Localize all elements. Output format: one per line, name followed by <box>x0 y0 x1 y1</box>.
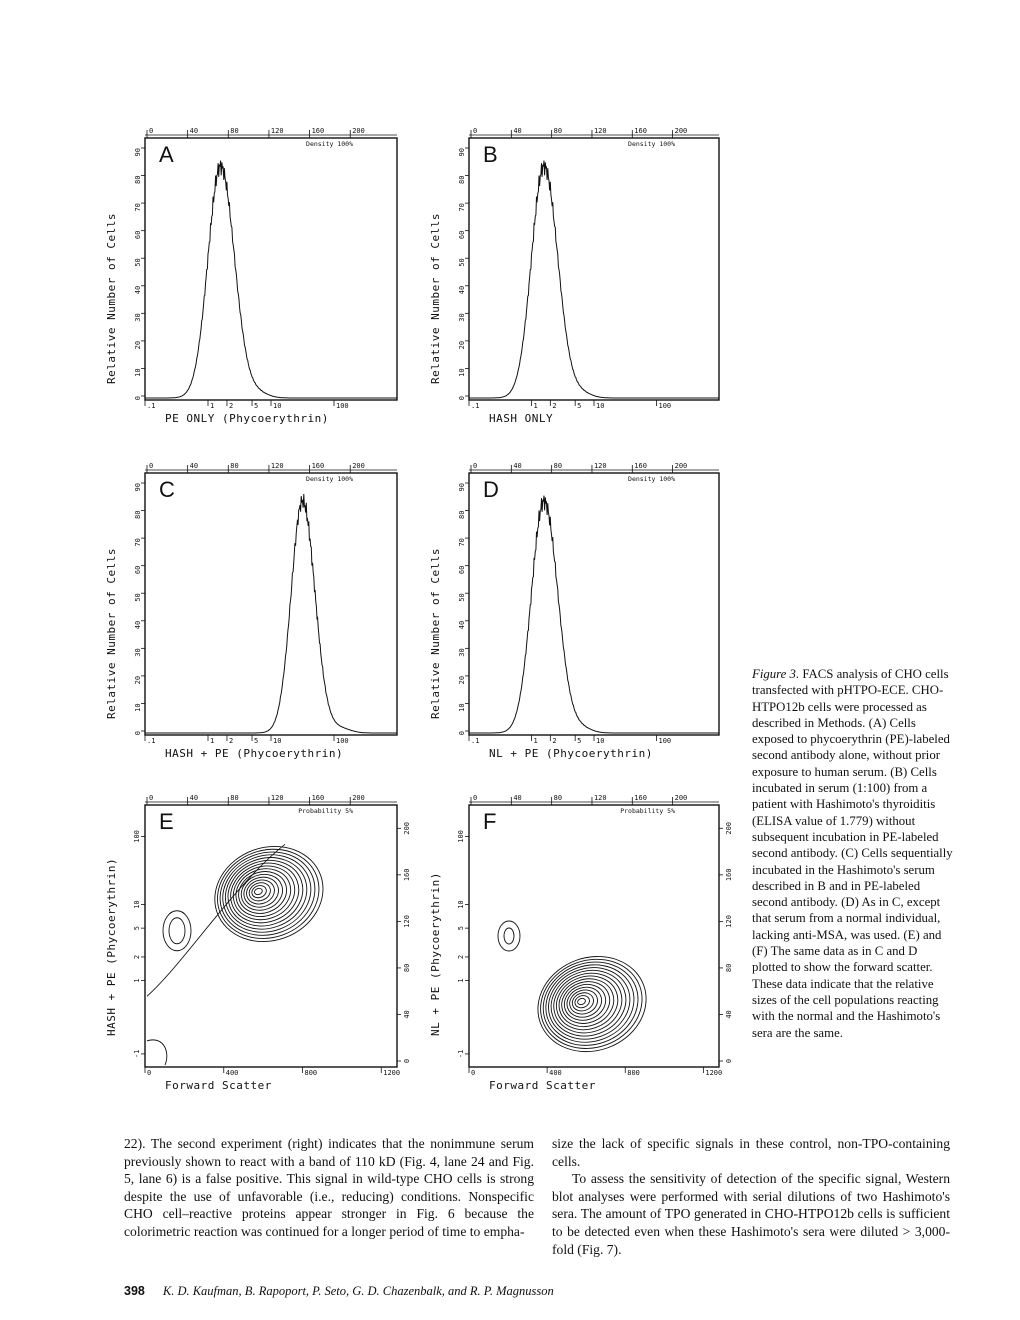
panel-plot <box>105 124 417 426</box>
page-number: 398 <box>124 1284 145 1298</box>
y-tick-label: 30 <box>458 313 466 322</box>
panel-plot <box>105 791 417 1093</box>
probability-note: Probability 5% <box>620 807 675 815</box>
contour-group <box>498 921 660 1067</box>
figure-caption <box>752 666 956 1041</box>
y-tick-label: 20 <box>134 340 142 350</box>
y-tick-label: 90 <box>134 483 142 492</box>
right-tick-label: 200 <box>403 821 411 835</box>
y-tick-label: 50 <box>134 593 142 602</box>
y-tick-label: 50 <box>458 258 466 267</box>
top-tick-label: 120 <box>270 462 284 470</box>
x-tick-label: 2 <box>552 402 557 410</box>
plot-frame <box>145 473 397 735</box>
y-tick-label: 0 <box>458 396 466 401</box>
y-axis-label: Relative Number of Cells <box>105 213 118 384</box>
right-tick-label: 120 <box>403 915 411 928</box>
panel-plot <box>429 459 739 761</box>
top-tick-label: 80 <box>553 462 563 470</box>
top-tick-label: 120 <box>593 794 607 802</box>
left-tick-label: -1 <box>133 1049 141 1059</box>
top-tick-label: 80 <box>553 794 563 802</box>
panel-plot <box>429 124 739 426</box>
top-tick-label: 80 <box>230 794 239 802</box>
contour-line <box>201 832 336 957</box>
left-tick-label: -1 <box>457 1049 465 1059</box>
histogram-curve <box>469 496 719 733</box>
top-tick-label: 160 <box>634 127 647 135</box>
top-tick-label: 160 <box>311 462 325 470</box>
x-tick-label: 0 <box>471 1069 476 1077</box>
top-tick-label: 120 <box>270 127 284 135</box>
y-tick-label: 0 <box>134 396 142 401</box>
y-tick-label: 10 <box>458 703 466 712</box>
y-tick-label: 20 <box>134 675 142 685</box>
x-tick-label: 5 <box>577 402 582 410</box>
top-tick-label: 160 <box>311 127 325 135</box>
figure-panel-c <box>105 459 417 761</box>
y-tick-label: 70 <box>134 538 142 547</box>
x-tick-label: 1 <box>210 402 215 410</box>
y-tick-label: 70 <box>458 203 466 212</box>
contour-line <box>147 844 285 996</box>
x-tick-label: 1200 <box>383 1069 401 1077</box>
y-tick-label: 0 <box>134 731 142 736</box>
y-tick-label: 70 <box>134 203 142 212</box>
top-tick-label: 80 <box>230 462 239 470</box>
right-tick-label: 120 <box>725 915 733 928</box>
top-tick-label: 200 <box>674 794 688 802</box>
y-tick-label: 90 <box>134 148 142 157</box>
contour-line <box>163 911 191 951</box>
x-tick-label: 2 <box>228 737 234 745</box>
top-tick-label: 80 <box>230 127 239 135</box>
contour-line <box>498 921 520 951</box>
x-tick-label: 400 <box>225 1069 239 1077</box>
figure-panel-f <box>429 791 739 1093</box>
right-tick-label: 40 <box>725 1010 733 1019</box>
x-tick-label: 1200 <box>705 1069 723 1077</box>
x-tick-label: 100 <box>658 402 672 410</box>
top-tick-label: 0 <box>149 794 154 802</box>
top-tick-label: 120 <box>593 462 607 470</box>
right-tick-label: 80 <box>403 963 411 973</box>
x-tick-label: 100 <box>336 402 349 410</box>
plot-frame <box>469 805 719 1067</box>
probability-note: Probability 5% <box>298 807 353 815</box>
footer-authors: K. D. Kaufman, B. Rapoport, P. Seto, G. D. Chazenbalk, and R. P. Magnusson <box>162 1284 554 1298</box>
x-tick-label: .1 <box>147 737 156 745</box>
top-tick-label: 200 <box>352 794 365 802</box>
top-tick-label: 120 <box>270 794 284 802</box>
top-tick-label: 40 <box>189 127 199 135</box>
plot-frame <box>469 138 719 400</box>
contour-line <box>254 887 264 895</box>
panel-letter: E <box>159 809 174 834</box>
histogram-curve <box>145 161 397 398</box>
top-tick-label: 120 <box>593 127 607 135</box>
left-tick-label: 100 <box>133 830 141 843</box>
panel-letter: C <box>159 477 175 502</box>
y-axis-label: Relative Number of Cells <box>429 548 442 719</box>
y-tick-label: 90 <box>458 483 466 492</box>
top-tick-label: 200 <box>352 127 365 135</box>
x-axis-label: NL + PE (Phycoerythrin) <box>489 747 653 760</box>
left-tick-label: 2 <box>457 954 465 960</box>
panel-letter: B <box>483 142 498 167</box>
x-tick-label: 10 <box>273 402 282 410</box>
panel-letter: D <box>483 477 499 502</box>
x-axis-label: HASH ONLY <box>489 412 554 425</box>
x-tick-label: 2 <box>228 402 234 410</box>
y-tick-label: 30 <box>134 648 142 657</box>
x-tick-label: 1 <box>533 737 538 745</box>
x-tick-label: 1 <box>533 402 538 410</box>
x-tick-label: 400 <box>549 1069 562 1077</box>
body-column-left <box>124 1135 534 1241</box>
x-axis-label: PE ONLY (Phycoerythrin) <box>165 412 329 425</box>
plot-frame <box>145 138 397 400</box>
caption-text: FACS analysis of CHO cells transfected with pHTPO-ECE. CHO-HTPO12b cells were processed as described in Methods. (A) Cells exposed to phycoerythrin (PE)-labeled second antibody alone, without prior exposure to human serum. (B) Cells incubated in serum (1:100) from a patient with Hashimoto's thyroiditis (ELISA value of 1.779) without subsequent incubation in PE-labeled second antibody. (C) Cells sequentially incubated in the Hashimoto's serum described in B and in PE-labeled second antibody. (D) As in C, except that serum from a normal individual, lacking anti-MSA, was used. (E) and (F) The same data as in C and D plotted to show the forward scatter. These data indicate that the relative sizes of the cell populations reacting with the normal and the Hashimoto's sera are the same. <box>752 667 953 1040</box>
x-tick-label: 10 <box>273 737 282 745</box>
x-tick-label: 10 <box>596 402 605 410</box>
y-tick-label: 80 <box>458 510 466 519</box>
left-tick-label: 10 <box>133 900 141 909</box>
y-tick-label: 60 <box>458 230 466 240</box>
top-tick-label: 40 <box>513 462 522 470</box>
y-tick-label: 20 <box>458 340 466 350</box>
plot-frame <box>469 473 719 735</box>
x-tick-label: 10 <box>596 737 605 745</box>
caption-lead: Figure 3. <box>752 667 800 681</box>
right-tick-label: 160 <box>403 868 411 882</box>
left-tick-label: 5 <box>457 926 465 931</box>
density-note: Density 100% <box>628 475 675 483</box>
density-note: Density 100% <box>628 140 675 148</box>
contour-group <box>147 832 336 1065</box>
y-tick-label: 40 <box>458 620 466 630</box>
body-paragraph: 22). The second experiment (right) indicates that the nonimmune serum previously shown to react with a band of 110 kD (Fig. 4, lane 24 and Fig. 5, lane 6) is a false positive. This signal in wild-type CHO cells is strong despite the use of unfavorable (i.e., reducing) conditions. Nonspecific CHO cell–reactive proteins appear stronger in Fig. 6 because the colorimetric reaction was continued for a longer period of time to empha- <box>124 1136 534 1239</box>
body-paragraph: To assess the sensitivity of detection of the specific signal, Western blot analyses were performed with serial dilutions of two Hashimoto's sera. The amount of TPO generated in CHO-HTPO12b cells is sufficient to be detected even when these Hashimoto's sera were diluted > 3,000-fold (Fig. 7). <box>552 1171 950 1257</box>
x-tick-label: 800 <box>304 1069 318 1077</box>
figure-panel-e <box>105 791 417 1093</box>
top-tick-label: 40 <box>513 794 522 802</box>
y-axis-label: Relative Number of Cells <box>429 213 442 384</box>
body-paragraph: size the lack of specific signals in these control, non-TPO-containing cells. <box>552 1136 950 1169</box>
left-tick-label: 1 <box>133 978 141 983</box>
left-tick-label: 100 <box>457 830 465 843</box>
top-tick-label: 160 <box>311 794 325 802</box>
x-tick-label: .1 <box>471 737 480 745</box>
right-tick-label: 160 <box>725 868 733 882</box>
y-tick-label: 40 <box>134 285 142 295</box>
top-tick-label: 0 <box>473 794 478 802</box>
top-tick-label: 80 <box>553 127 563 135</box>
panel-letter: F <box>483 809 497 834</box>
top-tick-label: 200 <box>352 462 365 470</box>
panel-plot <box>429 791 739 1093</box>
x-tick-label: 2 <box>552 737 557 745</box>
figure-panel-a <box>105 124 417 426</box>
contour-line <box>577 997 587 1005</box>
x-tick-label: 100 <box>336 737 349 745</box>
top-tick-label: 0 <box>473 462 478 470</box>
right-tick-label: 80 <box>725 963 733 973</box>
y-axis-label: Relative Number of Cells <box>105 548 118 719</box>
right-tick-label: 200 <box>725 821 733 835</box>
left-tick-label: 2 <box>133 954 141 960</box>
y-tick-label: 50 <box>458 593 466 602</box>
x-axis-label: Forward Scatter <box>165 1079 272 1092</box>
top-tick-label: 0 <box>473 127 478 135</box>
y-tick-label: 70 <box>458 538 466 547</box>
top-tick-label: 160 <box>634 794 647 802</box>
x-axis-label: Forward Scatter <box>489 1079 596 1092</box>
top-tick-label: 40 <box>189 462 199 470</box>
x-tick-label: 5 <box>254 402 259 410</box>
y-tick-label: 90 <box>458 148 466 157</box>
page-footer <box>124 1284 554 1299</box>
left-tick-label: 5 <box>133 926 141 931</box>
y-tick-label: 30 <box>134 313 142 322</box>
top-tick-label: 200 <box>674 462 688 470</box>
y-tick-label: 0 <box>458 731 466 736</box>
density-note: Density 100% <box>306 475 353 483</box>
x-tick-label: 100 <box>658 737 672 745</box>
panel-letter: A <box>159 142 174 167</box>
panel-plot <box>105 459 417 761</box>
top-tick-label: 40 <box>189 794 199 802</box>
y-tick-label: 40 <box>134 620 142 630</box>
x-axis-label: HASH + PE (Phycoerythrin) <box>165 747 344 760</box>
right-tick-label: 40 <box>403 1010 411 1019</box>
y-tick-label: 80 <box>134 510 142 519</box>
contour-line <box>524 942 659 1067</box>
contour-line <box>169 918 185 944</box>
figure-panel-b <box>429 124 739 426</box>
contour-line <box>147 1040 167 1065</box>
plot-frame <box>145 805 397 1067</box>
y-tick-label: 10 <box>458 368 466 377</box>
figure-panel-d <box>429 459 739 761</box>
x-tick-label: 800 <box>627 1069 640 1077</box>
right-tick-label: 0 <box>403 1058 411 1064</box>
y-tick-label: 80 <box>458 175 466 184</box>
contour-line <box>229 861 297 924</box>
left-tick-label: 1 <box>457 978 465 983</box>
contour-line <box>552 971 620 1034</box>
top-tick-label: 40 <box>513 127 522 135</box>
y-tick-label: 20 <box>458 675 466 685</box>
x-tick-label: 5 <box>577 737 582 745</box>
y-axis-label: NL + PE (Phycoerythrin) <box>429 872 442 1036</box>
top-tick-label: 160 <box>634 462 647 470</box>
y-tick-label: 60 <box>134 230 142 240</box>
y-tick-label: 10 <box>134 703 142 712</box>
y-tick-label: 10 <box>134 368 142 377</box>
x-tick-label: 1 <box>210 737 215 745</box>
x-tick-label: 0 <box>147 1069 152 1077</box>
y-tick-label: 60 <box>134 565 142 575</box>
histogram-curve <box>145 494 397 733</box>
right-tick-label: 0 <box>725 1058 733 1064</box>
x-tick-label: .1 <box>471 402 480 410</box>
top-tick-label: 200 <box>674 127 688 135</box>
body-column-right <box>552 1135 950 1258</box>
y-tick-label: 60 <box>458 565 466 575</box>
left-tick-label: 10 <box>457 900 465 909</box>
contour-line <box>504 928 514 944</box>
x-tick-label: .1 <box>147 402 156 410</box>
density-note: Density 100% <box>306 140 353 148</box>
top-tick-label: 0 <box>149 127 154 135</box>
y-tick-label: 50 <box>134 258 142 267</box>
histogram-curve <box>469 161 719 398</box>
y-tick-label: 40 <box>458 285 466 295</box>
top-tick-label: 0 <box>149 462 154 470</box>
y-axis-label: HASH + PE (Phycoerythrin) <box>105 857 118 1036</box>
y-tick-label: 30 <box>458 648 466 657</box>
y-tick-label: 80 <box>134 175 142 184</box>
x-tick-label: 5 <box>254 737 259 745</box>
